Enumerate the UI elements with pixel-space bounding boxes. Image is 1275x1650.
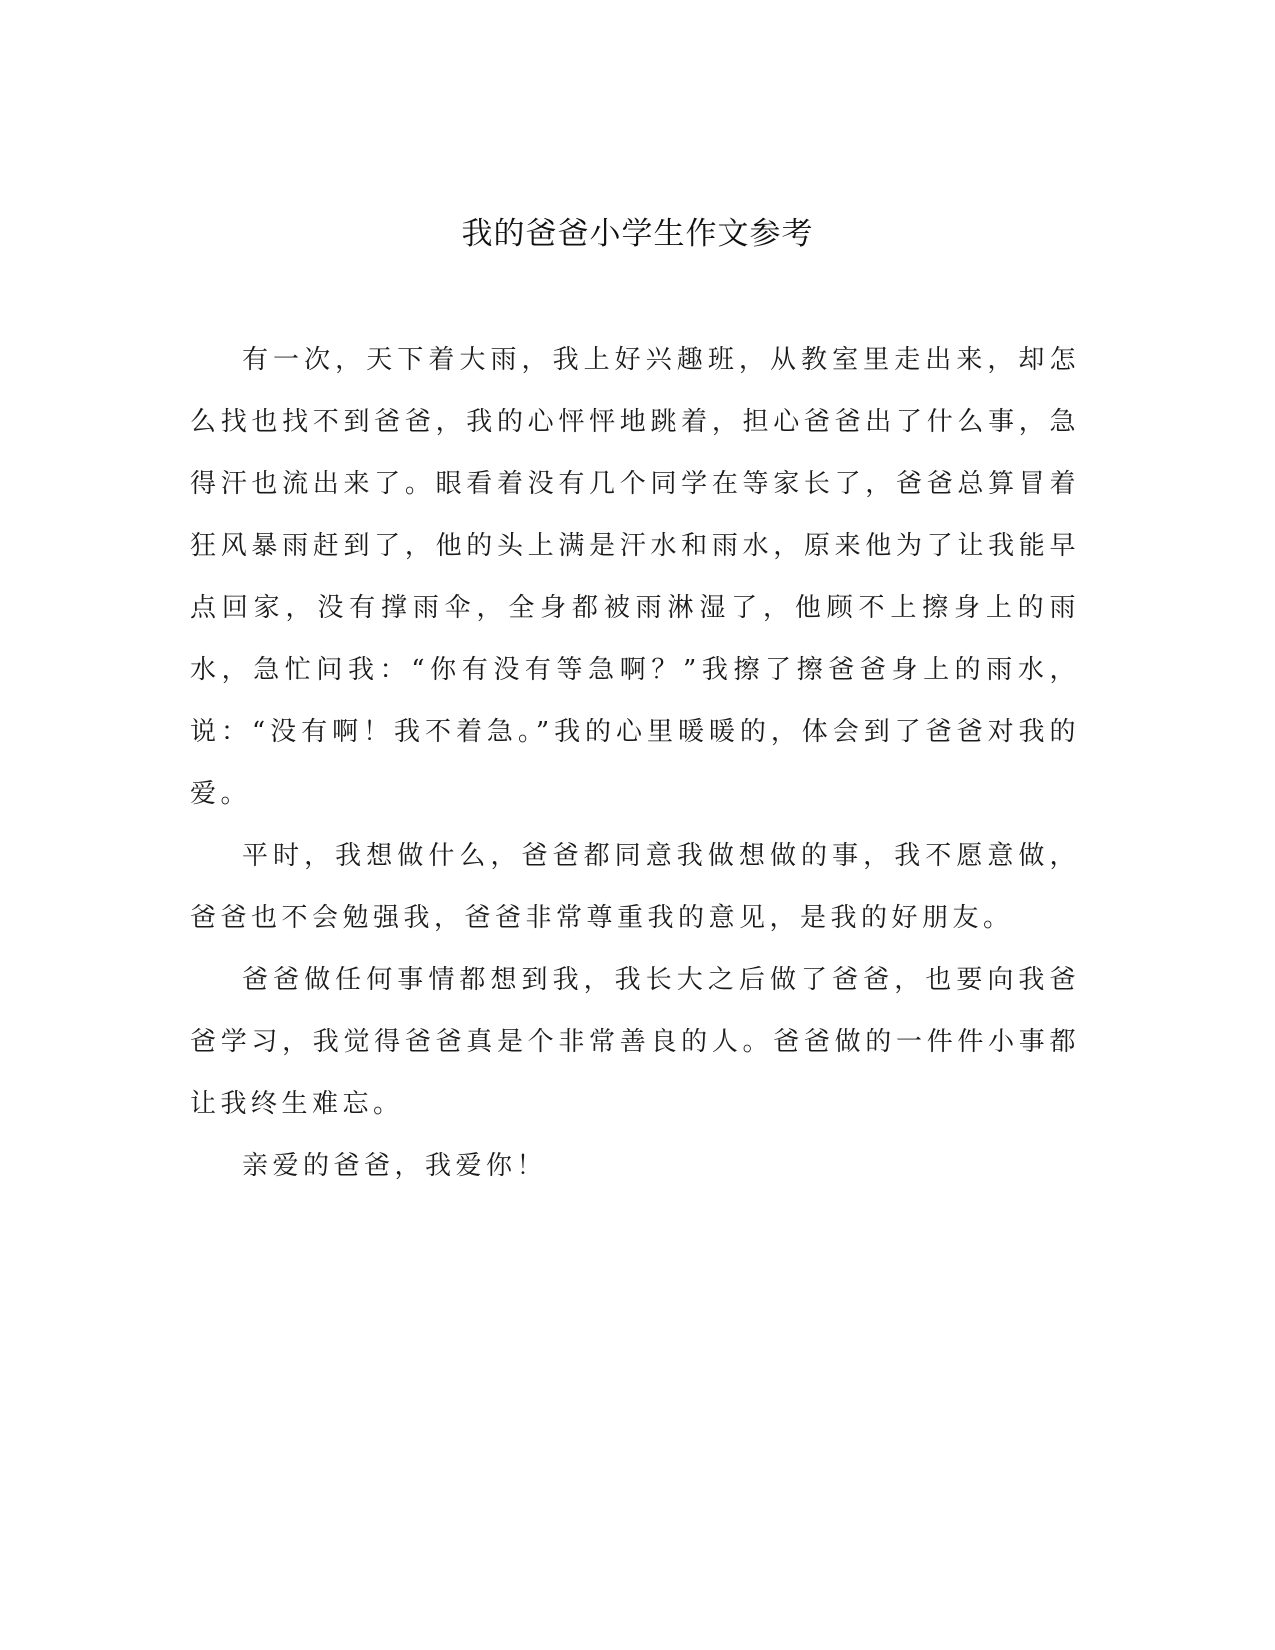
paragraph-closing: 亲爱的爸爸，我爱你！ [242, 1151, 548, 1181]
paragraph-respect: 平时，我想做什么，爸爸都同意我做想做的事，我不愿意做，爸爸也不会勉强我，爸爸非常尊重我的意见，是我的好朋友。 [190, 841, 1080, 933]
paragraph-rainy-day: 有一次，天下着大雨，我上好兴趣班，从教室里走出来，却怎么找也找不到爸爸，我的心怦怦地跳着，担心爸爸出了什么事，急得汗也流出来了。眼看着没有几个同学在等家长了，爸爸总算冒着狂风暴雨赶到了，他的头上满是汗水和雨水，原来他为了让我能早点回家，没有撑雨伞，全身都被雨淋湿了，他顾不上擦身上的雨水，急忙问我：“你有没有等急啊？”我擦了擦爸爸身上的雨水，说：“没有啊！我不着急。”我的心里暖暖的，体会到了爸爸对我的爱。 [190, 345, 1080, 809]
document-body [190, 329, 1080, 1197]
document-title: 我的爸爸小学生作文参考 [461, 216, 814, 252]
paragraph-kindness: 爸爸做任何事情都想到我，我长大之后做了爸爸，也要向我爸爸学习，我觉得爸爸真是个非常善良的人。爸爸做的一件件小事都让我终生难忘。 [190, 965, 1080, 1119]
